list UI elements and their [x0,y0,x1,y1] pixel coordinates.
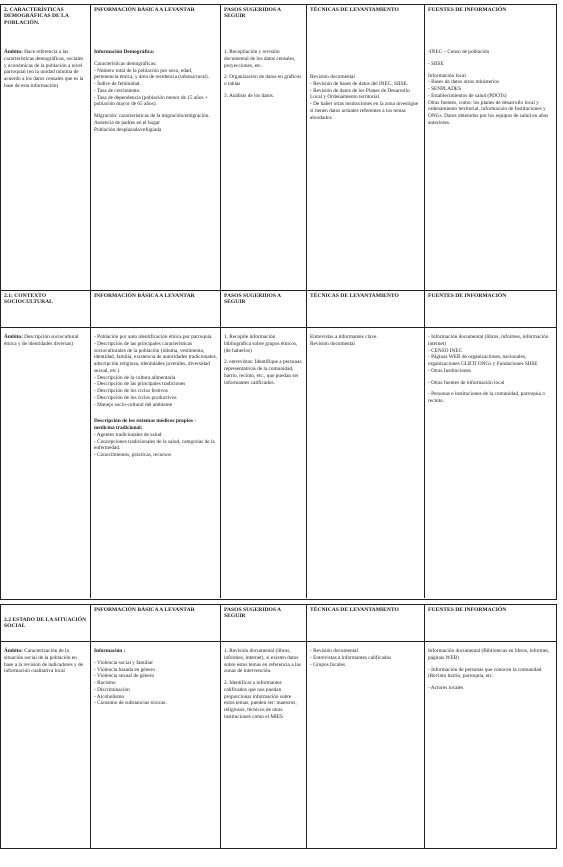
cell-text-line: - Conocimientos, prácticas, recursos [94,452,171,459]
cell-text-line: Ámbito: Descripción sociocultural étnica y de identidades diversas) [4,334,80,347]
cell-text-line: - SIISE [428,60,444,67]
cell-text-line: Revisión documental [310,74,355,80]
header-informacion: INFORMACIÓN BÁSICA A LEVANTAR [91,605,221,641]
table-social-situation [0,604,557,849]
table-header-row [1,605,556,642]
cell-text-line: - Violencia sexual de género [94,673,155,680]
section-title: 2.1: CONTEXTO SOCIOCULTURAL [1,291,91,327]
col-tecnicas [307,43,425,290]
cell-text-line: - Personas e instituciones de la comunidad, parroquia o recinto. [428,391,547,405]
cell-text-line: Migración: características de la migración/emigración. [94,113,210,120]
col-informacion [91,43,221,290]
col-pasos [221,642,307,848]
cell-text-line: - Descripción de las principales características socioculturales de la población (idioma, vestimenta, identidad, familia, existencia de autoridades tradicionales, adscripción religiosa, identidades juveniles, diversidad sexual, etc.) [94,340,219,374]
col-tecnicas [307,642,425,848]
cell-text-line: - Entrevistas a informantes calificados [310,654,392,661]
header-pasos: PASOS SUGERIDOS A SEGUIR [221,5,307,43]
header-informacion: INFORMACIÓN BÁSICA A LEVANTAR [91,291,221,327]
table-header-row [1,291,556,328]
col-fuentes [425,642,556,848]
cell-text-line: Ámbito: Hace referencia a las características demográficas, sociales y económicas de la población a nivel parroquial (en la unidad mínima de acuerdo a los datos censales que es la base de esta información) [4,49,85,89]
table-body-row [1,642,556,848]
cell-text-line: - Información documental (libros, informes, información internet) [428,334,550,347]
cell-text-line: Descripción de los sistemas médicos propios - medicina tradicional: [94,418,198,432]
col-ambito [1,43,91,290]
col-ambito [1,642,91,848]
col-ambito [1,328,91,598]
cell-text-line: - Información de personas que conocen la comunidad (Recinto barrio, parroquia, etc. [428,666,543,680]
cell-text-line: - Bases de datos otros ministerios [428,79,500,86]
header-tecnicas: TÉCNICAS DE LEVANTAMIENTO [307,605,425,641]
cell-text-line: Información : [94,648,126,654]
cell-text-line: - Discriminación [94,686,130,693]
cell-text-line: - Población por auto identificación étnica por parroquia [94,334,212,340]
col-fuentes [425,43,556,290]
table-header-row [1,5,556,43]
table-sociocultural [0,291,557,600]
cell-text-line: Revisión documental [310,340,355,347]
cell-text-line: - Grupos focales [310,661,346,668]
cell-text-line: 2. Identificar a informantes calificados que nos puedan proporcionar información sobre estos temas, pueden ser: maestros, religiosos, técnicos de otras instituciones como el MIES [224,680,298,720]
col-tecnicas [307,328,425,598]
cell-text-line: Ámbito: Caracterización de la situación social de la población en base a la revisión de indicadores y de información cualitativa local [4,648,85,675]
cell-text-line: - Establecimientos de salud (PDOTs) [428,92,507,99]
cell-text-line: - Violencia basada en género [94,666,156,673]
cell-text-line: - Descripción de las principales tradiciones [94,381,186,388]
cell-text-line: - Alcoholismo [94,693,125,700]
cell-text-line: 2. Organización de datos en gráficos o tablas [224,74,303,88]
cell-text-line: - Otras Instituciones [428,367,471,374]
col-informacion [91,642,221,848]
header-fuentes: FUENTES DE INFORMACIÓN [428,607,507,613]
cell-text-line: - Revisión de bases de datos del INEC, SIISE. [310,80,408,87]
col-informacion [91,328,221,598]
cell-text-line: Información documental (Bibliotecas en libros, informes, páginas WEB) [428,648,551,661]
section-title: 2.2 ESTADO DE LA SITUACIÓN SOCIAL [1,605,91,641]
cell-text-line: Entrevistas a informantes clave. [310,334,378,340]
cell-text-line: - CENSO INEC [428,347,463,354]
cell-text-line: 1. Recopile información bibliográfica sobre grupos étnicos, (de haberlos) [224,334,299,354]
cell-text-line: - Índice de feminidad. [94,81,141,88]
cell-text-line: - Tasa de crecimiento. [94,87,141,94]
cell-text-line: - Tasa de dependencia (población menor de 15 años + población mayor de 65 años). [94,94,210,108]
table-body-row [1,43,556,290]
col-pasos [221,328,307,598]
cell-text-line: Información local [428,72,466,79]
cell-text-line: - Descripción de los ciclos productivos [94,394,177,401]
cell-text-line: - Consumo de substancias tóxicas. [94,700,167,707]
header-tecnicas: TÉCNICAS DE LEVANTAMIENTO [307,5,425,43]
cell-text-line: 2. entrevistas: Identifique a personas representativas de la comunidad, barrio, recinto, etc., que puedan ser informantes calificados. [224,359,303,386]
cell-text-line: Características demográficas: [94,60,157,67]
cell-text-line: -INEC – Censo de población [428,49,490,55]
cell-text-line: - Violencia social y familiar [94,659,154,666]
cell-text-line: - Otras fuentes de información local [428,379,505,386]
cell-text-line: Ausencia de padres en el hogar [94,119,161,126]
section-title: 2. CARACTERÍSTICAS DEMOGRÁFICAS DE LA POBLACIÓN. [1,5,91,43]
table-body-row [1,328,556,598]
cell-text-line: - Agentes tradicionales de salud [94,431,162,438]
header-pasos: PASOS SUGERIDOS A SEGUIR [221,291,307,327]
header-pasos: PASOS SUGERIDOS A SEGUIR [221,605,307,641]
cell-text-line: - Revisión de datos de los Planes de Desarrollo Local y Ordenamiento territorial. [310,87,412,101]
cell-text-line: 1. Revisión documental (libros, informes, internet), si existen datos sobre estos temas en referencia a las zonas de intervención. [224,648,303,675]
cell-text-line: - De haber otras instituciones en la zona investigue si tienen datos actuales referentes a los temas abordados [310,101,420,121]
cell-text-line: - Descripción de los ciclos festivos [94,388,168,395]
cell-text-line: Población desplazada/refugiada [94,126,162,133]
header-informacion: INFORMACIÓN BÁSICA A LEVANTAR [91,5,221,43]
cell-text-line: 3. Análisis de los datos. [224,92,275,99]
cell-text-line: - Páginas WEB de organizaciones, nacionales, organizaciones GLBTI ONGs y Fundaciones SIISE [428,354,538,368]
cell-text-line: - Manejo socio-cultural del ambiente [94,401,173,408]
cell-text-line: 1. Recopilación y revisión documental de los datos censales, proyecciones, etc. [224,49,297,69]
cell-text-line: - Actores locales [428,685,464,692]
cell-text-line: - Número total de la población por sexo, edad, pertenencia étnica, y área de residencia (urbana/rural). [94,67,209,81]
header-fuentes: FUENTES DE INFORMACIÓN [428,7,507,13]
header-fuentes: FUENTES DE INFORMACIÓN [428,293,507,299]
cell-text-line: Otras fuentes, como: los planes de desarrollo local y ordenamiento territorial, información de Instituciones y ONGs. Datos obtenidos por los equipos de salud en años anteriores. [428,99,550,126]
header-tecnicas: TÉCNICAS DE LEVANTAMIENTO [307,291,425,327]
cell-text-line: Información Demográfica: [94,49,155,55]
cell-text-line: - Descripción de la cultura alimentaria [94,374,176,381]
col-fuentes [425,328,556,598]
cell-text-line: - SENPLADES [428,86,462,93]
table-demographics [0,4,557,291]
cell-text-line: - Revisión documental [310,648,358,654]
cell-text-line: - Racismo [94,680,116,687]
col-pasos [221,43,307,290]
cell-text-line: - Concepciones tradicionales de la salud, categorías de la enfermedad. [94,438,217,452]
